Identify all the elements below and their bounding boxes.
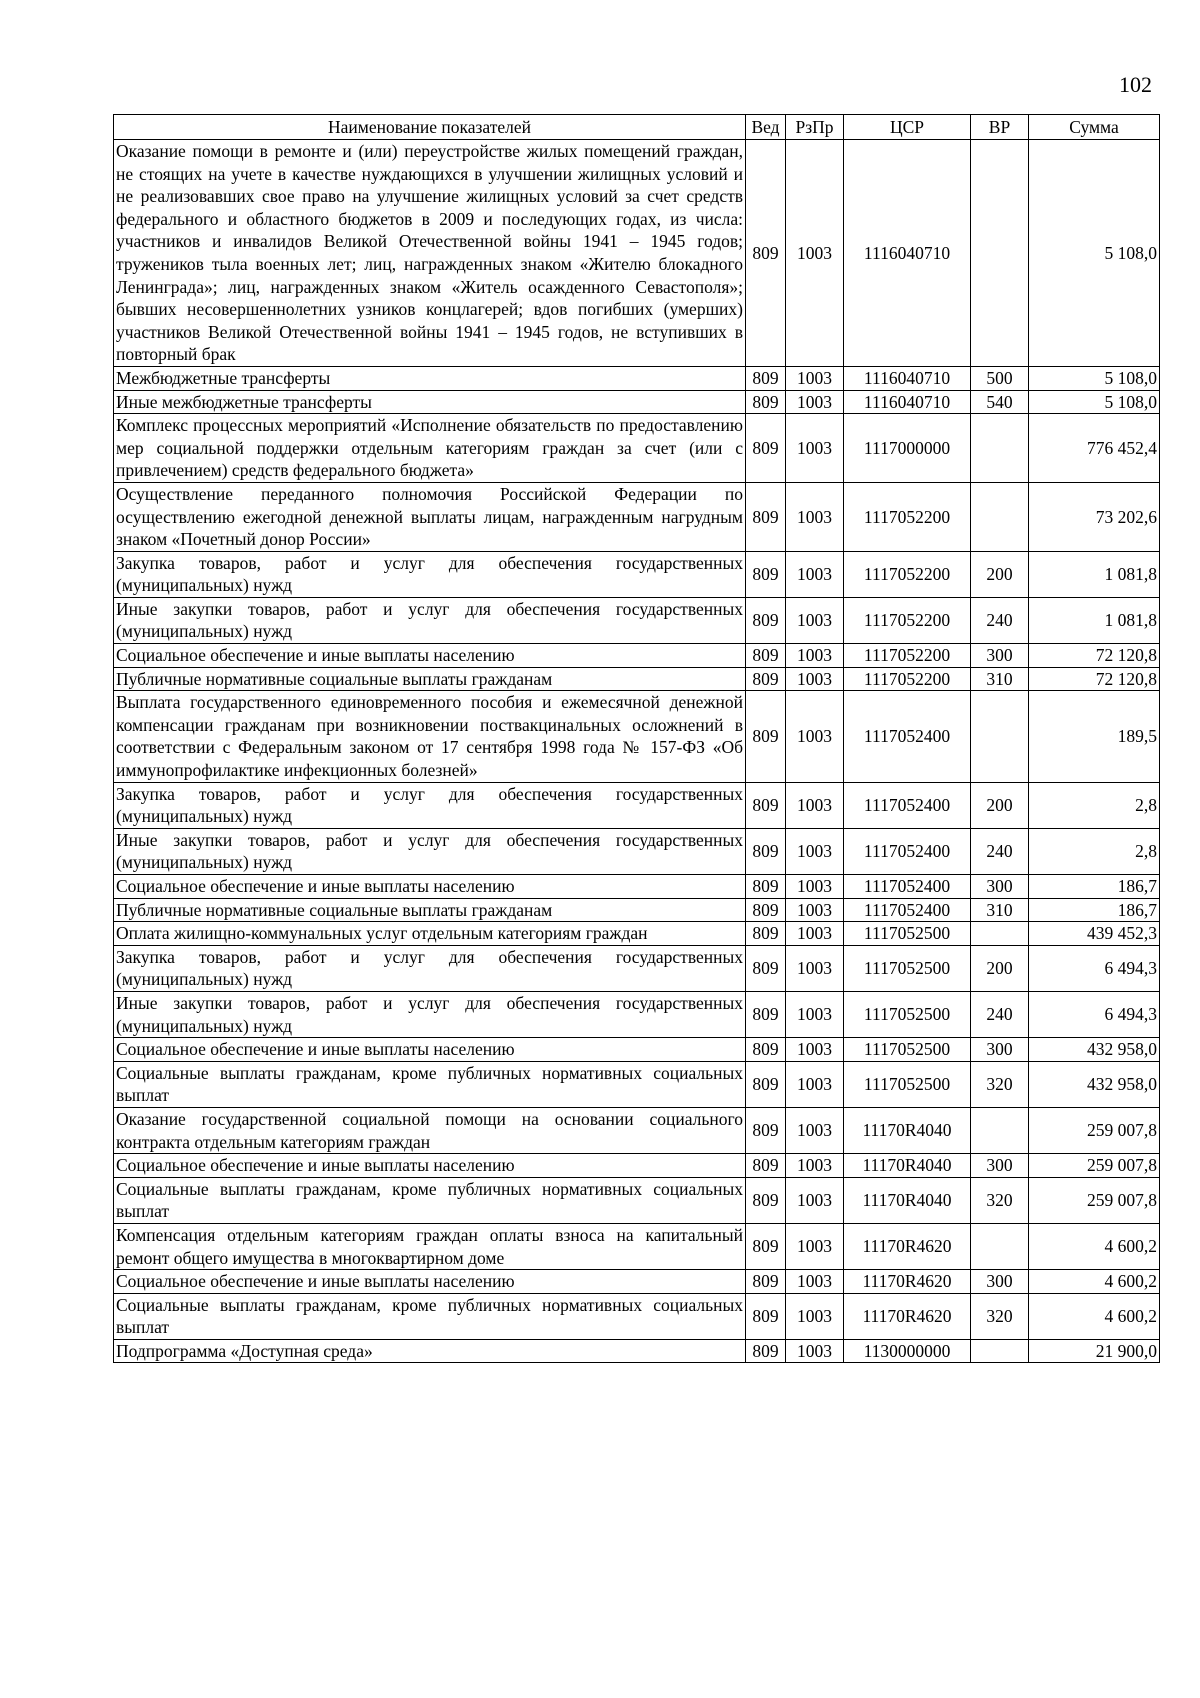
cell-name: Социальные выплаты гражданам, кроме публичных нормативных социальных выплат [114,1061,746,1107]
cell-rzpr: 1003 [786,875,844,899]
cell-rzpr: 1003 [786,140,844,367]
cell-ved: 809 [746,1270,786,1294]
cell-ved: 809 [746,1339,786,1363]
cell-name: Социальное обеспечение и иные выплаты населению [114,1038,746,1062]
cell-rzpr: 1003 [786,644,844,668]
cell-ved: 809 [746,390,786,414]
cell-ved: 809 [746,667,786,691]
cell-name: Комплекс процессных мероприятий «Исполнение обязательств по предоставлению мер социальной поддержки отдельным категориям граждан за счет (или с привлечением) средств федерального бюджета» [114,414,746,483]
cell-ved: 809 [746,875,786,899]
cell-sum: 6 494,3 [1029,991,1160,1037]
cell-vr [971,1223,1029,1269]
cell-sum: 186,7 [1029,898,1160,922]
table-row [114,1061,1160,1107]
cell-sum: 439 452,3 [1029,922,1160,946]
cell-csr: 1117052200 [844,482,971,551]
table-row [114,597,1160,643]
cell-rzpr: 1003 [786,991,844,1037]
header-name: Наименование показателей [114,115,746,140]
cell-name: Публичные нормативные социальные выплаты гражданам [114,898,746,922]
cell-rzpr: 1003 [786,667,844,691]
cell-vr: 300 [971,1270,1029,1294]
cell-ved: 809 [746,482,786,551]
cell-ved: 809 [746,551,786,597]
cell-name: Иные межбюджетные трансферты [114,390,746,414]
cell-csr: 1117000000 [844,414,971,483]
cell-csr: 1117052400 [844,691,971,782]
cell-name: Социальное обеспечение и иные выплаты населению [114,1154,746,1178]
cell-csr: 11170R4040 [844,1107,971,1153]
cell-vr: 240 [971,991,1029,1037]
cell-ved: 809 [746,414,786,483]
cell-vr: 320 [971,1177,1029,1223]
cell-sum: 73 202,6 [1029,482,1160,551]
table-header-row [114,115,1160,140]
cell-csr: 1117052200 [844,667,971,691]
cell-sum: 776 452,4 [1029,414,1160,483]
cell-csr: 11170R4620 [844,1223,971,1269]
cell-csr: 1117052500 [844,1061,971,1107]
cell-name: Социальные выплаты гражданам, кроме публичных нормативных социальных выплат [114,1177,746,1223]
cell-name: Закупка товаров, работ и услуг для обеспечения государственных (муниципальных) нужд [114,782,746,828]
cell-vr: 240 [971,828,1029,874]
cell-ved: 809 [746,366,786,390]
table-row [114,828,1160,874]
cell-vr: 300 [971,1154,1029,1178]
cell-ved: 809 [746,1177,786,1223]
cell-rzpr: 1003 [786,1223,844,1269]
header-ved: Вед [746,115,786,140]
cell-ved: 809 [746,922,786,946]
header-sum: Сумма [1029,115,1160,140]
cell-vr: 200 [971,782,1029,828]
cell-sum: 259 007,8 [1029,1154,1160,1178]
cell-name: Оказание помощи в ремонте и (или) переустройстве жилых помещений граждан, не стоящих на учете в качестве нуждающихся в улучшении жилищных условий и не реализовавших свое право на улучшение жилищных условий за счет средств федерального и областного бюджетов в 2009 и последующих годах, из числа: участников и инвалидов Великой Отечественной войны 1941 – 1945 годов; тружеников тыла военных лет; лиц, награжденных знаком «Жителю блокадного Ленинграда»; лиц, награжденных знаком «Житель осажденного Севастополя»; бывших несовершеннолетних узников концлагерей; вдов погибших (умерших) участников Великой Отечественной войны 1941 – 1945 годов, не вступивших в повторный брак [114,140,746,367]
cell-csr: 1117052400 [844,828,971,874]
cell-ved: 809 [746,1154,786,1178]
cell-vr: 310 [971,898,1029,922]
cell-rzpr: 1003 [786,691,844,782]
cell-csr: 1116040710 [844,390,971,414]
cell-ved: 809 [746,945,786,991]
cell-rzpr: 1003 [786,482,844,551]
table-row [114,1038,1160,1062]
cell-ved: 809 [746,898,786,922]
cell-ved: 809 [746,828,786,874]
cell-name: Социальное обеспечение и иные выплаты населению [114,644,746,668]
table-row [114,140,1160,367]
cell-sum: 1 081,8 [1029,551,1160,597]
cell-name: Закупка товаров, работ и услуг для обеспечения государственных (муниципальных) нужд [114,945,746,991]
table-row [114,551,1160,597]
cell-sum: 5 108,0 [1029,390,1160,414]
cell-sum: 259 007,8 [1029,1177,1160,1223]
cell-rzpr: 1003 [786,1107,844,1153]
cell-name: Иные закупки товаров, работ и услуг для обеспечения государственных (муниципальных) нужд [114,828,746,874]
cell-sum: 5 108,0 [1029,366,1160,390]
cell-ved: 809 [746,1293,786,1339]
cell-rzpr: 1003 [786,1177,844,1223]
table-row [114,945,1160,991]
cell-ved: 809 [746,140,786,367]
cell-name: Компенсация отдельным категориям граждан оплаты взноса на капитальный ремонт общего имущества в многоквартирном доме [114,1223,746,1269]
cell-ved: 809 [746,691,786,782]
cell-vr: 320 [971,1293,1029,1339]
budget-table [113,114,1160,1363]
cell-sum: 432 958,0 [1029,1038,1160,1062]
header-rzpr: РзПр [786,115,844,140]
cell-rzpr: 1003 [786,945,844,991]
cell-csr: 1116040710 [844,366,971,390]
cell-vr: 200 [971,551,1029,597]
cell-csr: 1117052400 [844,782,971,828]
cell-ved: 809 [746,1107,786,1153]
cell-csr: 1117052400 [844,875,971,899]
table-row [114,667,1160,691]
cell-ved: 809 [746,1038,786,1062]
cell-csr: 1117052500 [844,991,971,1037]
cell-ved: 809 [746,1223,786,1269]
cell-sum: 1 081,8 [1029,597,1160,643]
cell-csr: 11170R4620 [844,1270,971,1294]
cell-vr: 240 [971,597,1029,643]
cell-name: Социальное обеспечение и иные выплаты населению [114,875,746,899]
header-vr: ВР [971,115,1029,140]
cell-sum: 2,8 [1029,828,1160,874]
cell-rzpr: 1003 [786,390,844,414]
cell-vr [971,922,1029,946]
cell-sum: 21 900,0 [1029,1339,1160,1363]
table-row [114,644,1160,668]
table-row [114,991,1160,1037]
cell-sum: 4 600,2 [1029,1223,1160,1269]
cell-rzpr: 1003 [786,1038,844,1062]
cell-vr [971,1339,1029,1363]
cell-ved: 809 [746,597,786,643]
table-row [114,1154,1160,1178]
cell-csr: 1130000000 [844,1339,971,1363]
cell-csr: 1117052200 [844,644,971,668]
cell-rzpr: 1003 [786,1293,844,1339]
cell-vr: 300 [971,1038,1029,1062]
table-row [114,1223,1160,1269]
cell-rzpr: 1003 [786,922,844,946]
cell-rzpr: 1003 [786,1154,844,1178]
page-number: 102 [1119,72,1152,97]
cell-sum: 259 007,8 [1029,1107,1160,1153]
cell-csr: 1117052500 [844,1038,971,1062]
header-csr: ЦСР [844,115,971,140]
cell-vr [971,691,1029,782]
table-row [114,1339,1160,1363]
cell-csr: 1117052500 [844,922,971,946]
cell-rzpr: 1003 [786,597,844,643]
cell-vr [971,414,1029,483]
cell-sum: 4 600,2 [1029,1270,1160,1294]
table-row [114,875,1160,899]
cell-csr: 1116040710 [844,140,971,367]
cell-sum: 4 600,2 [1029,1293,1160,1339]
cell-vr [971,140,1029,367]
cell-vr [971,1107,1029,1153]
cell-name: Оплата жилищно-коммунальных услуг отдельным категориям граждан [114,922,746,946]
cell-rzpr: 1003 [786,828,844,874]
cell-sum: 5 108,0 [1029,140,1160,367]
cell-csr: 1117052500 [844,945,971,991]
cell-name: Публичные нормативные социальные выплаты гражданам [114,667,746,691]
table-row [114,482,1160,551]
cell-ved: 809 [746,1061,786,1107]
cell-name: Выплата государственного единовременного пособия и ежемесячной денежной компенсации гражданам при возникновении поствакцинальных осложнений в соответствии с Федеральным законом от 17 сентября 1998 года № 157-ФЗ «Об иммунопрофилактике инфекционных болезней» [114,691,746,782]
cell-csr: 1117052400 [844,898,971,922]
cell-ved: 809 [746,991,786,1037]
cell-name: Подпрограмма «Доступная среда» [114,1339,746,1363]
cell-rzpr: 1003 [786,414,844,483]
cell-name: Осуществление переданного полномочия Российской Федерации по осуществлению ежегодной денежной выплаты лицам, награжденным нагрудным знаком «Почетный донор России» [114,482,746,551]
table-row [114,1177,1160,1223]
cell-sum: 2,8 [1029,782,1160,828]
cell-csr: 11170R4040 [844,1154,971,1178]
cell-vr: 310 [971,667,1029,691]
cell-vr: 300 [971,875,1029,899]
cell-rzpr: 1003 [786,1061,844,1107]
cell-name: Социальные выплаты гражданам, кроме публичных нормативных социальных выплат [114,1293,746,1339]
cell-csr: 1117052200 [844,551,971,597]
cell-sum: 72 120,8 [1029,644,1160,668]
cell-ved: 809 [746,644,786,668]
cell-ved: 809 [746,782,786,828]
cell-sum: 189,5 [1029,691,1160,782]
table-row [114,1293,1160,1339]
cell-name: Социальное обеспечение и иные выплаты населению [114,1270,746,1294]
table-row [114,1270,1160,1294]
table-row [114,414,1160,483]
table-row [114,691,1160,782]
cell-rzpr: 1003 [786,366,844,390]
table-row [114,898,1160,922]
cell-name: Иные закупки товаров, работ и услуг для обеспечения государственных (муниципальных) нужд [114,597,746,643]
cell-sum: 72 120,8 [1029,667,1160,691]
cell-vr: 200 [971,945,1029,991]
cell-name: Межбюджетные трансферты [114,366,746,390]
cell-vr: 540 [971,390,1029,414]
cell-sum: 186,7 [1029,875,1160,899]
cell-vr [971,482,1029,551]
cell-rzpr: 1003 [786,898,844,922]
table-row [114,1107,1160,1153]
cell-name: Иные закупки товаров, работ и услуг для обеспечения государственных (муниципальных) нужд [114,991,746,1037]
cell-name: Оказание государственной социальной помощи на основании социального контракта отдельным категориям граждан [114,1107,746,1153]
cell-csr: 11170R4620 [844,1293,971,1339]
cell-sum: 6 494,3 [1029,945,1160,991]
cell-vr: 500 [971,366,1029,390]
cell-name: Закупка товаров, работ и услуг для обеспечения государственных (муниципальных) нужд [114,551,746,597]
table-row [114,922,1160,946]
cell-rzpr: 1003 [786,1339,844,1363]
cell-rzpr: 1003 [786,551,844,597]
cell-csr: 1117052200 [844,597,971,643]
cell-rzpr: 1003 [786,1270,844,1294]
table-row [114,366,1160,390]
cell-vr: 300 [971,644,1029,668]
cell-rzpr: 1003 [786,782,844,828]
cell-vr: 320 [971,1061,1029,1107]
table-row [114,390,1160,414]
table-row [114,782,1160,828]
cell-sum: 432 958,0 [1029,1061,1160,1107]
cell-csr: 11170R4040 [844,1177,971,1223]
